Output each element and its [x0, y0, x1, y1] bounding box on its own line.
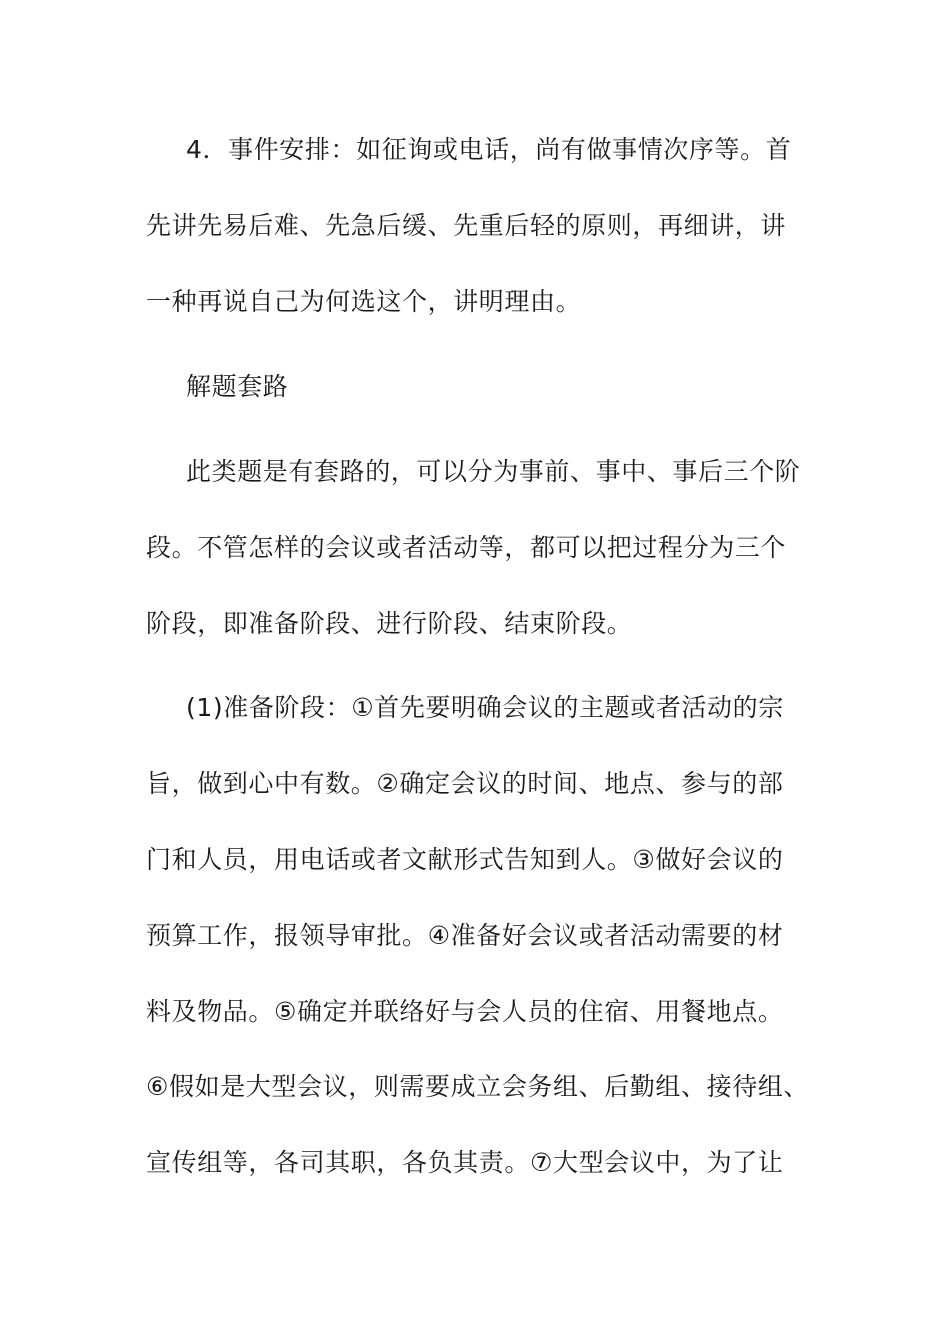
- paragraph-line: 4．事件安排：如征询或电话，尚有做事情次序等。首: [186, 135, 792, 164]
- paragraph-line: 段。不管怎样的会议或者活动等，都可以把过程分为三个: [146, 533, 787, 562]
- paragraph-line: 料及物品。⑤确定并联络好与会人员的住宿、用餐地点。: [146, 997, 784, 1026]
- paragraph-line: 先讲先易后难、先急后缓、先重后轻的原则，再细讲，讲: [146, 211, 787, 240]
- paragraph-line: 宣传组等，各司其职，各负其责。⑦大型会议中，为了让: [146, 1148, 784, 1177]
- paragraph-line: ⑥假如是大型会议，则需要成立会务组、后勤组、接待组、: [146, 1072, 810, 1101]
- section-heading: 解题套路: [186, 372, 289, 401]
- paragraph-line: (1)准备阶段：①首先要明确会议的主题或者活动的宗: [186, 693, 784, 722]
- paragraph-line: 门和人员，用电话或者文献形式告知到人。③做好会议的: [146, 845, 784, 874]
- paragraph-line: 此类题是有套路的，可以分为事前、事中、事后三个阶: [186, 457, 801, 486]
- paragraph-line: 一种再说自己为何选这个，讲明理由。: [146, 287, 582, 316]
- paragraph-line: 预算工作，报领导审批。④准备好会议或者活动需要的材: [146, 921, 784, 950]
- paragraph-line: 阶段，即准备阶段、进行阶段、结束阶段。: [146, 609, 633, 638]
- paragraph-line: 旨，做到心中有数。②确定会议的时间、地点、参与的部: [146, 769, 784, 798]
